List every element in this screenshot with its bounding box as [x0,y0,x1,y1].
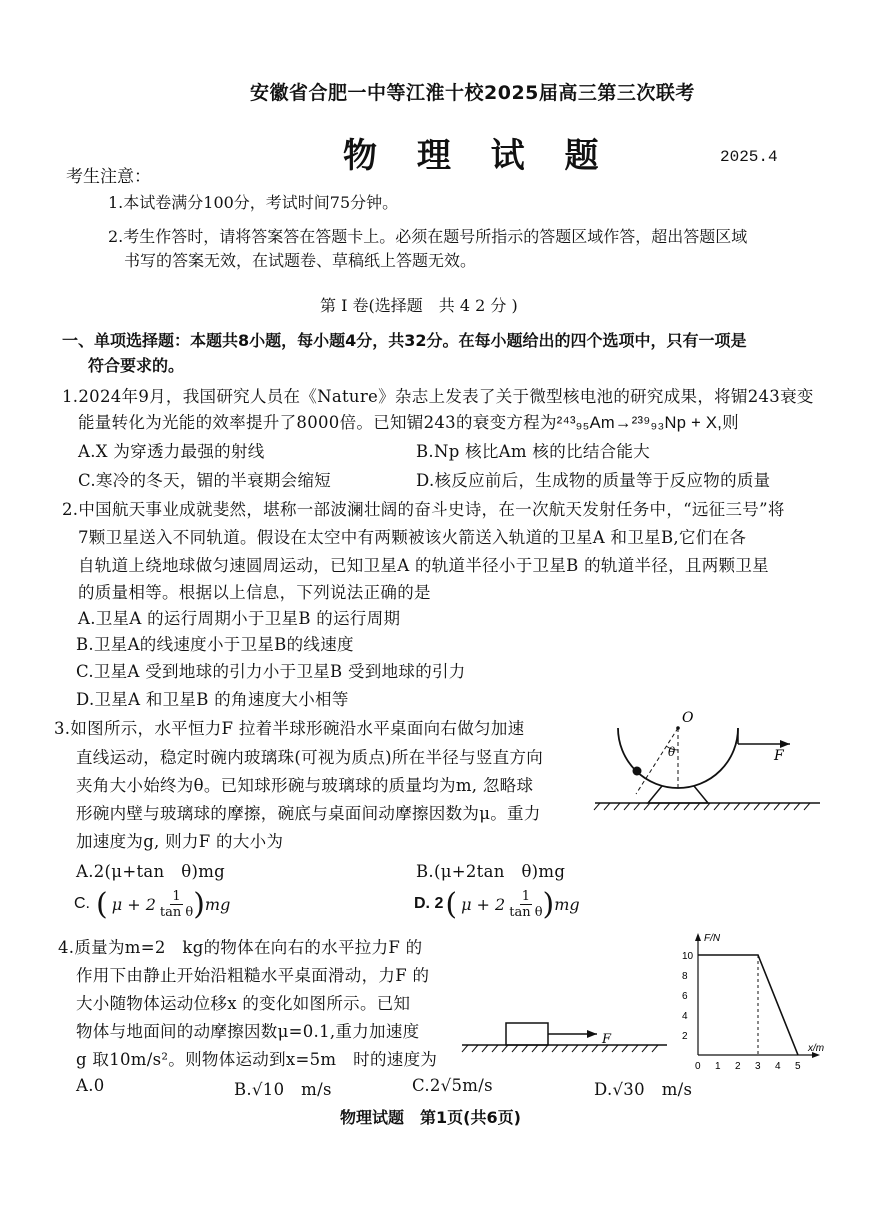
q1-option-a[interactable]: A.X 为穿透力最强的射线 [78,442,265,461]
x-tick-label: 2 [735,1061,741,1072]
y-tick-label: 10 [682,951,694,962]
q3-option-c[interactable] [74,884,230,924]
label-o: O [682,710,694,726]
q3c-mu: μ + 2 [111,894,156,914]
q3c-fraction [160,889,193,920]
q4-stem-line4: 物体与地面间的动摩擦因数μ=0.1,重力加速度 [76,1022,420,1041]
q1-stem-line1: 1.2024年9月，我国研究人员在《Nature》杂志上发表了关于微型核电池的研究成果，将镅243衰变 [62,387,814,406]
y-tick-label: 4 [682,1011,688,1022]
notice-heading: 考生注意： [66,167,151,187]
right-paren: ) [542,886,555,922]
x-tick-label: 1 [715,1061,721,1072]
q3-stem-line3: 夹角大小始终为θ。已知球形碗与玻璃球的质量均为m, 忽略球 [76,776,534,795]
right-paren: ) [193,886,205,922]
block [506,1023,548,1045]
table-hatching [594,803,810,810]
q3c-frac-den: tan θ [159,904,194,920]
q4-option-a[interactable]: A.0 [76,1076,105,1095]
force-series-line [698,955,798,1055]
label-f: F [774,748,784,764]
left-paren: ( [445,886,458,922]
q3c-mg: mg [204,894,231,914]
decay-equation: ²⁴³₉₅Am→²³⁹₉₃Np + X, [556,414,723,432]
q1-option-d[interactable]: D.核反应前后，生成物的质量等于反应物的质量 [416,471,771,490]
q4-stem-line5: g 取10m/s²。则物体运动到x=5m 时的速度为 [76,1050,438,1069]
glass-bead [633,767,642,776]
bowl-figure [590,708,830,813]
q3-stem-line5: 加速度为g, 则力F 的大小为 [76,832,284,851]
q3-option-d[interactable] [414,884,580,924]
y-tick-label: 8 [682,971,688,982]
y-tick-label: 2 [682,1031,688,1042]
table-hatching [462,1045,658,1052]
x-axis-label: x/m [808,1043,825,1054]
q3-stem-line1: 3.如图所示，水平恒力F 拉着半球形碗沿水平桌面向右做匀加速 [54,719,525,738]
q3-option-d-label: D. 2 [414,895,444,912]
label-theta: θ [668,745,676,759]
q2-option-c[interactable]: C.卫星A 受到地球的引力小于卫星B 受到地球的引力 [76,662,466,681]
x-tick-labels [695,1061,801,1072]
q4-stem-line3: 大小随物体运动位移x 的变化如图所示。已知 [76,994,411,1013]
notice-item-2: 2.考生作答时，请将答案答在答题卡上。必须在题号所指示的答题区域作答，超出答题区域 [108,227,748,246]
y-tick-label: 6 [682,991,688,1002]
q3-option-a[interactable]: A.2(μ+tan θ)mg [76,862,226,881]
y-axis-label: F/N [704,933,721,944]
pull-force-head [587,1030,597,1038]
q1-option-b[interactable]: B.Np 核比Am 核的比结合能大 [416,442,651,461]
q3d-mg: mg [554,894,580,914]
page-footer: 物理试题 第1页(共6页) [340,1108,521,1127]
notice-item-2-cont: 书写的答案无效，在试题卷、草稿纸上答题无效。 [124,251,477,270]
q3-stem-line2: 直线运动，稳定时碗内玻璃珠(可视为质点)所在半径与竖直方向 [76,748,544,767]
q3-stem-line4: 形碗内壁与玻璃球的摩擦，碗底与桌面间动摩擦因数为μ。重力 [76,804,541,823]
section-heading-cont: 符合要求的。 [88,356,185,375]
y-axis-arrow [695,933,701,941]
q3d-mu: μ + 2 [461,894,506,914]
exam-date: 2025.4 [720,148,778,166]
q2-stem-line2: 7颗卫星送入不同轨道。假设在太空中有两颗被该火箭送入轨道的卫星A 和卫星B,它们在各 [78,528,747,547]
x-tick-label: 4 [775,1061,781,1072]
block-figure [462,1015,672,1055]
q2-option-a[interactable]: A.卫星A 的运行周期小于卫星B 的运行周期 [78,609,401,628]
q4-stem-line2: 作用下由静止开始沿粗糙水平桌面滑动，力F 的 [76,966,430,985]
q4-option-c[interactable]: C.2√5m/s [412,1076,493,1095]
y-tick-labels [682,951,694,1042]
q1-option-c[interactable]: C.寒冷的冬天，镅的半衰期会缩短 [78,471,332,490]
q3d-fraction [509,889,542,920]
q3-option-c-label: C. [74,895,90,912]
q1-stem-text: 能量转化为光能的效率提升了8000倍。已知镅243的衰变方程为 [78,413,557,432]
q3d-frac-num: 1 [521,888,531,904]
q3d-frac-den: tan θ [509,904,543,920]
q2-option-b[interactable]: B.卫星A的线速度小于卫星B的线速度 [76,635,354,654]
force-arrow-head [780,740,790,748]
q4-stem-line1: 4.质量为m=2 kg的物体在向右的水平拉力F 的 [58,938,423,957]
x-tick-label: 5 [795,1061,801,1072]
q1-stem-end: 则 [722,413,739,432]
q3-option-b[interactable]: B.(μ+2tan θ)mg [416,862,566,881]
q2-stem-line1: 2.中国航天事业成就斐然，堪称一部波澜壮阔的奋斗史诗，在一次航天发射任务中，“远征三号”将 [62,500,785,519]
left-paren: ( [96,886,108,922]
x-tick-label: 3 [755,1061,761,1072]
label-f: F [602,1032,612,1047]
q2-option-d[interactable]: D.卫星A 和卫星B 的角速度大小相等 [76,690,349,709]
exam-school-title: 安徽省合肥一中等江淮十校2025届高三第三次联考 [250,82,695,104]
page-title: 物 理 试 题 [343,136,613,176]
force-displacement-chart [676,925,826,1072]
section-heading: 一、单项选择题：本题共8小题，每小题4分，共32分。在每小题给出的四个选项中，只有一项是 [62,331,747,350]
volume-heading: 第 I 卷(选择题 共 4 2 分 ) [320,296,518,315]
q1-stem-line2 [78,409,739,433]
q3c-frac-num: 1 [172,888,181,904]
q4-option-d[interactable]: D.√30 m/s [594,1080,693,1099]
q2-stem-line3: 自轨道上绕地球做匀速圆周运动，已知卫星A 的轨道半径小于卫星B 的轨道半径，且两颗卫星 [78,556,769,575]
q4-option-b[interactable]: B.√10 m/s [234,1080,332,1099]
q2-stem-line4: 的质量相等。根据以上信息，下列说法正确的是 [78,583,431,602]
notice-item-1: 1.本试卷满分100分，考试时间75分钟。 [108,193,399,212]
x-tick-label: 0 [695,1061,701,1072]
